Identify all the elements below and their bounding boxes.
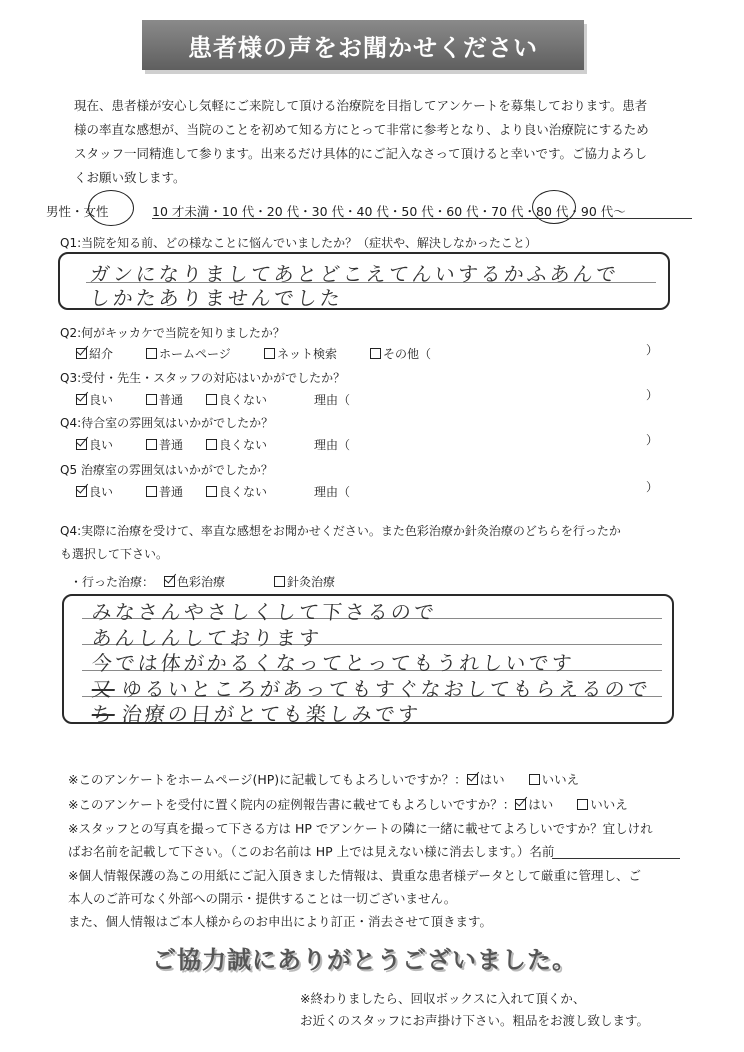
q2-option-other[interactable] xyxy=(370,345,431,362)
checkbox-checked-icon xyxy=(76,486,87,497)
checkbox-checked-icon xyxy=(76,439,87,450)
treatment-selector xyxy=(70,573,335,590)
q5-option-bad[interactable] xyxy=(206,483,314,500)
q2-option-label: 紹介 xyxy=(89,347,114,361)
impression-answer-line-2: あんしんしております xyxy=(90,626,324,650)
checkbox-checked-icon xyxy=(164,576,175,587)
report-consent-yes[interactable] xyxy=(515,795,577,813)
impression-question-line-2: も選択して下さい。 xyxy=(60,547,169,561)
female-selected-circle xyxy=(88,190,134,226)
q1-question: Q1:当院を知る前、どの様なことに悩んでいましたか？（症状や、解決しなかったこと） xyxy=(60,236,537,250)
q2-option-label: ホームページ xyxy=(159,347,231,361)
gender-male-option[interactable]: 男性 xyxy=(46,204,72,219)
q4-reason-label: 理由（ xyxy=(314,438,351,452)
checkbox-checked-icon xyxy=(515,799,526,810)
q3-option-good[interactable] xyxy=(76,391,146,408)
struck-prefix: ち xyxy=(90,702,117,726)
name-field[interactable] xyxy=(552,858,680,859)
report-consent-row xyxy=(68,795,628,813)
privacy-line-1: ※個人情報保護の為この用紙にご記入頂きました情報は、貴重な患者様データとして厳重に管理し、ご xyxy=(68,868,641,883)
q3-option-label: 普通 xyxy=(159,393,184,407)
q4-option-good[interactable] xyxy=(76,436,146,453)
footer-line-1: ※終わりましたら、回収ボックスに入れて頂くか、 xyxy=(300,991,586,1006)
struck-prefix: 又 xyxy=(90,677,117,701)
checkbox-checked-icon xyxy=(76,394,87,405)
q4-option-label: 普通 xyxy=(159,438,184,452)
q4-option-label: 良い xyxy=(89,438,114,452)
hp-consent-question: ※このアンケートをホームページ(HP)に記載してもよろしいですか？： xyxy=(68,772,467,787)
checkbox-checked-icon xyxy=(467,774,478,785)
q4-options xyxy=(76,436,350,453)
intro-line: 現在、患者様が安心し気軽にご来院して頂ける治療院を目指してアンケートを募集しております。患者 xyxy=(74,98,648,113)
q2-question: Q2:何がキッカケで当院を知りましたか？ xyxy=(60,326,285,340)
privacy-line-2: 本人のご許可なく外部への開示・提供することは一切ございません。 xyxy=(68,891,457,906)
q2-other-close-paren: ） xyxy=(646,343,659,357)
impression-answer-line-4: ゆるいところがあってもすぐなおしてもらえるので xyxy=(120,677,652,701)
q3-question: Q3:受付・先生・スタッフの対応はいかがでしたか？ xyxy=(60,371,346,385)
hp-consent-row xyxy=(68,770,579,788)
footer-line-2: お近くのスタッフにお声掛け下さい。粗品をお渡し致します。 xyxy=(300,1013,650,1028)
intro-text xyxy=(74,94,680,190)
checkbox-icon xyxy=(146,439,157,450)
q5-option-good[interactable] xyxy=(76,483,146,500)
hp-consent-no[interactable] xyxy=(529,772,580,787)
checkbox-icon xyxy=(206,439,217,450)
checkbox-icon xyxy=(146,394,157,405)
q5-option-label: 普通 xyxy=(159,485,184,499)
q3-option-label: 良い xyxy=(89,393,114,407)
hp-consent-yes[interactable] xyxy=(467,770,529,788)
q3-options xyxy=(76,391,350,408)
treatment-option-label: 色彩治療 xyxy=(177,575,226,589)
q3-option-normal[interactable] xyxy=(146,391,206,408)
checkbox-icon xyxy=(529,774,540,785)
checkbox-icon xyxy=(370,348,381,359)
checkbox-icon xyxy=(206,486,217,497)
q2-options xyxy=(76,345,431,362)
q2-option-referral[interactable] xyxy=(76,345,146,362)
gender-female-option[interactable]: 女性 xyxy=(83,204,109,219)
hp-consent-option-label: いいえ xyxy=(541,772,580,787)
report-consent-question: ※このアンケートを受付に置く院内の症例報告書に載せてもよろしいですか？： xyxy=(68,797,516,812)
q2-option-label: その他（ xyxy=(383,347,432,361)
impression-answer-line-1: みなさんやさしくして下さるので xyxy=(90,600,439,624)
checkbox-checked-icon xyxy=(76,348,87,359)
q5-reason-close-paren: ） xyxy=(646,480,659,494)
impression-question-line-1: Q4:実際に治療を受けて、率直な感想をお聞かせください。また色彩治療か針灸治療のどちらを行ったか xyxy=(60,524,621,538)
q5-option-label: 良い xyxy=(89,485,114,499)
q5-question: Q5 治療室の雰囲気はいかがでしたか？ xyxy=(60,463,273,477)
thanks-heading: ご協力誠にありがとうございました。 xyxy=(152,946,577,974)
age-70-selected-circle xyxy=(532,190,576,224)
treatment-label: ・行った治療： xyxy=(70,575,155,589)
checkbox-icon xyxy=(146,486,157,497)
q4-option-normal[interactable] xyxy=(146,436,206,453)
impression-answer-line-5: 治療の日がとても楽しみです xyxy=(120,702,423,726)
q3-reason-close-paren: ） xyxy=(646,388,659,402)
gender-separator: ・ xyxy=(71,204,84,219)
q1-answer-line-1: ガンになりましてあとどこえてんいするかふあんで xyxy=(88,262,621,286)
report-consent-option-label: いいえ xyxy=(590,797,628,812)
treatment-option-label: 針灸治療 xyxy=(287,575,336,589)
q3-option-label: 良くない xyxy=(219,393,268,407)
intro-line: 様の率直な感想が、当院のことを初めて知る方にとって非常に参考となり、より良い治療院にするため xyxy=(74,122,649,137)
q3-option-bad[interactable] xyxy=(206,391,314,408)
q4-question: Q4:待合室の雰囲気はいかがでしたか？ xyxy=(60,416,274,430)
checkbox-icon xyxy=(264,348,275,359)
q5-option-normal[interactable] xyxy=(146,483,206,500)
q3-reason-label: 理由（ xyxy=(314,393,351,407)
q4-option-bad[interactable] xyxy=(206,436,314,453)
photo-consent-line-1: ※スタッフとの写真を撮って下さる方は HP でアンケートの隣に一緒に載せてよろしいですか？宜しけれ xyxy=(68,821,653,836)
intro-line: スタッフ一同精進して参ります。出来るだけ具体的にご記入なさって頂けると幸いです。ご協力よろし xyxy=(74,146,648,161)
photo-consent-line-2: ばお名前を記載して下さい。（このお名前は HP 上では見えない様に消去します。）名前 xyxy=(68,844,555,859)
checkbox-icon xyxy=(146,348,157,359)
q2-option-web-search[interactable] xyxy=(264,345,370,362)
checkbox-icon xyxy=(577,799,588,810)
age-selector[interactable]: 10 才未満・10 代・20 代・30 代・40 代・50 代・60 代・70 代・80 代・90 代〜 xyxy=(152,204,626,219)
q1-answer-line-2: しかたありませんでした xyxy=(88,286,345,310)
intro-line: くお願い致します。 xyxy=(74,170,186,185)
report-consent-no[interactable] xyxy=(577,797,628,812)
age-underline xyxy=(152,218,692,219)
q5-options xyxy=(76,483,350,500)
q2-option-label: ネット検索 xyxy=(277,347,338,361)
q5-reason-label: 理由（ xyxy=(314,485,351,499)
q4-reason-close-paren: ） xyxy=(646,433,659,447)
treatment-option-color[interactable] xyxy=(164,573,274,590)
q5-option-label: 良くない xyxy=(219,485,268,499)
treatment-option-acupuncture[interactable] xyxy=(274,573,335,590)
q4-option-label: 良くない xyxy=(219,438,268,452)
report-consent-option-label: はい xyxy=(528,797,554,812)
impression-answer-line-3: 今では体がかるくなってとってもうれしいです xyxy=(90,651,576,675)
checkbox-icon xyxy=(206,394,217,405)
privacy-line-3: また、個人情報はご本人様からのお申出により訂正・消去させて頂きます。 xyxy=(68,914,493,929)
checkbox-icon xyxy=(274,576,285,587)
q2-option-homepage[interactable] xyxy=(146,345,264,362)
survey-title-banner: 患者様の声をお聞かせください xyxy=(142,20,584,70)
hp-consent-option-label: はい xyxy=(479,772,505,787)
